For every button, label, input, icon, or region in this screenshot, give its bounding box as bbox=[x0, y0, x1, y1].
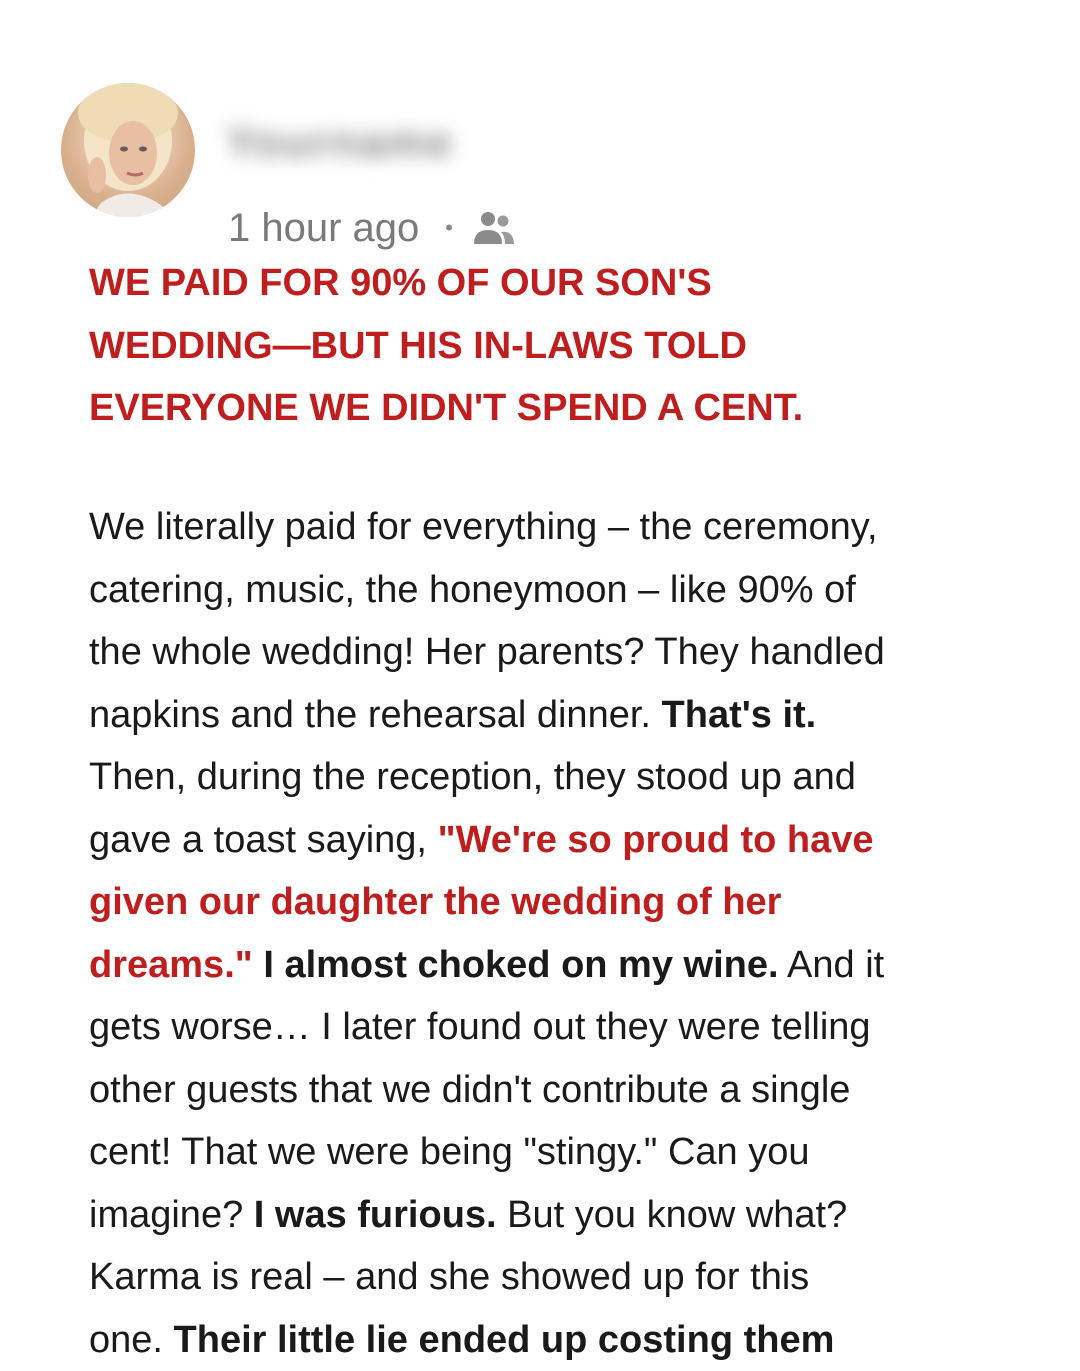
post-timestamp[interactable]: 1 hour ago bbox=[228, 206, 419, 251]
body-text: Karma is real – and she showed up for this bbox=[89, 1256, 809, 1298]
post-body bbox=[89, 496, 1039, 1371]
body-line bbox=[89, 684, 1039, 747]
body-line bbox=[89, 934, 1039, 997]
body-line bbox=[89, 621, 1039, 684]
body-line bbox=[89, 996, 1039, 1059]
body-text: catering, music, the honeymoon – like 90% of bbox=[89, 569, 856, 611]
body-text: But you know what? bbox=[497, 1194, 848, 1236]
body-text: other guests that we didn't contribute a single bbox=[89, 1069, 850, 1111]
body-line bbox=[89, 1184, 1039, 1247]
title-line: WE PAID FOR 90% OF OUR SON'S bbox=[89, 252, 1009, 315]
body-text: napkins and the rehearsal dinner. bbox=[89, 694, 662, 736]
emphasis-text: I almost choked on my wine. bbox=[253, 944, 779, 986]
body-text: imagine? bbox=[89, 1194, 254, 1236]
title-line: WEDDING—BUT HIS IN-LAWS TOLD bbox=[89, 315, 1009, 378]
body-text: one. bbox=[89, 1319, 174, 1361]
body-text: gave a toast saying, bbox=[89, 819, 438, 861]
body-line bbox=[89, 559, 1039, 622]
meta-separator: • bbox=[445, 215, 453, 241]
body-line bbox=[89, 1121, 1039, 1184]
emphasis-text: That's it. bbox=[662, 694, 817, 736]
body-line bbox=[89, 871, 1039, 934]
friends-icon[interactable] bbox=[471, 208, 517, 248]
post-title bbox=[89, 252, 1009, 440]
body-text: We literally paid for everything – the ceremony, bbox=[89, 506, 878, 548]
body-text: cent! That we were being "stingy." Can you bbox=[89, 1131, 810, 1173]
emphasis-text: Their little lie ended up costing them bbox=[174, 1319, 835, 1361]
emphasis-text: I was furious. bbox=[254, 1194, 497, 1236]
body-text: gets worse… I later found out they were telling bbox=[89, 1006, 871, 1048]
quoted-text: "We're so proud to have bbox=[438, 819, 874, 861]
body-line bbox=[89, 1309, 1039, 1371]
quoted-text: given our daughter the wedding of her bbox=[89, 881, 781, 923]
title-line: EVERYONE WE DIDN'T SPEND A CENT. bbox=[89, 377, 1009, 440]
body-line bbox=[89, 1246, 1039, 1309]
author-name[interactable]: Yourname bbox=[226, 118, 662, 174]
post-meta bbox=[228, 203, 517, 253]
author-avatar[interactable] bbox=[61, 83, 195, 217]
body-text: Then, during the reception, they stood up and bbox=[89, 756, 856, 798]
body-line bbox=[89, 1059, 1039, 1122]
body-line bbox=[89, 496, 1039, 559]
body-line bbox=[89, 809, 1039, 872]
body-line bbox=[89, 746, 1039, 809]
body-text: the whole wedding! Her parents? They handled bbox=[89, 631, 885, 673]
quoted-text: dreams." bbox=[89, 944, 253, 986]
body-text: And it bbox=[779, 944, 885, 986]
